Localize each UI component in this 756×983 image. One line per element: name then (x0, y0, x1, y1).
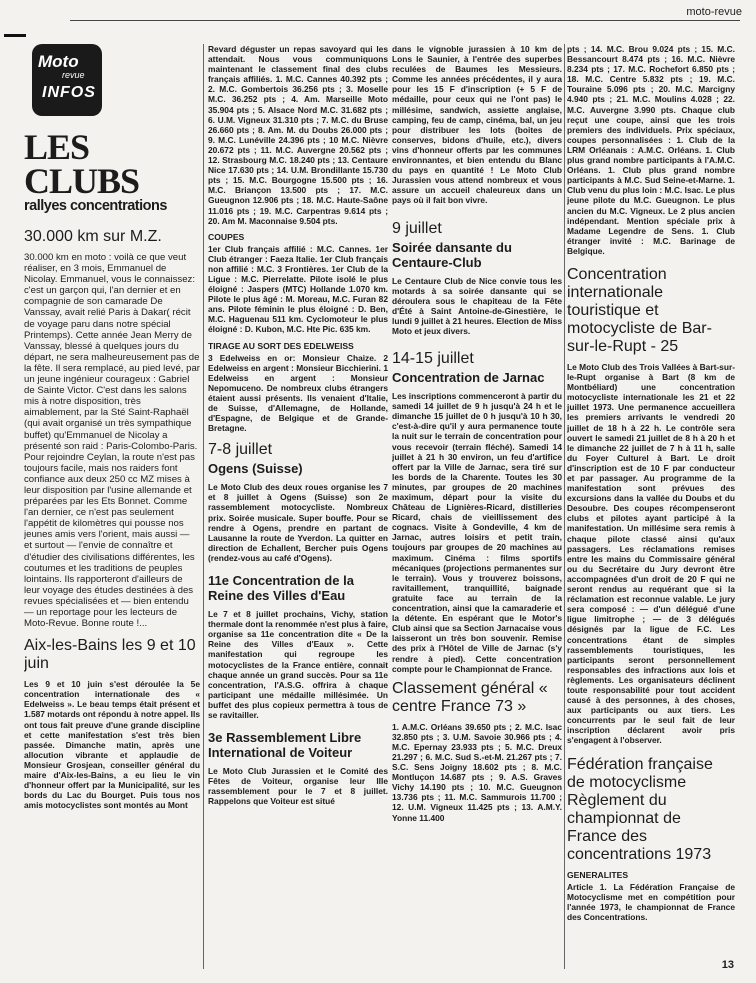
article-date: 7-8 juillet (208, 441, 273, 459)
logo-text-moto: Moto (38, 52, 79, 71)
logo-text-revue: revue (62, 70, 85, 80)
article-body: Article 1. La Fédération Française de Motocyclisme met en compétition pour l'année 1973, le championnat de France des Concentrations. (567, 881, 735, 922)
article-body: dans le vignoble jurassien à 10 km de Lons le Saunier, à l'entrée des superbes reculées de Baumes les Messieurs. Comme les années précédentes, il y aura pour les 15 F d'inscription (+ 5 F de médaille, pour ceux qui ne l'ont pas) le millésime, sandwich, assiette anglaise, camping, feu de camp, cinéma, bal, un jeu pour distribuer les lots (boites de conserves, bidons d'huile, etc.), divers vins d'honneur offerts par les communes environnantes, et bien entendu du Blanc du pays en quantité ! Le Moto Club Jurassien vous attend nombreux et vous assure un accueil chaleureux dans un pays où il fait bon vivre. (392, 44, 562, 206)
article-body: Les inscriptions commenceront à partir du samedi 14 juillet de 9 h jusqu'à 24 h et le dimanche 15 juillet de 0 h jusqu'à 10 h 30, c'est-à-dire qu'il y aura permanence toute la nuit sur le terrain de concentration pour vous recevoir (terrain fléché). Samedi 14 juillet à 21 h 30 environ, un feu d'artifice offert par la Ville de Jarnac, sera tiré sur les bords de la Charente. Toutes les 30 minutes, par groupes de 20 machines maximum, départ pour la visite du Château de Lignières-Ricard, distilleries Ricard, chais de vieillissement des cognacs. Visite à Gondeville, 4 km de Jarnac, autres loisirs et petit train, toujours par groupes de 20 machines au maximum. Cinéma : films sportifs mécaniques (projections permanentes sur le terrain). Vous y trouverez boissons, ravitaillement, tranquillité, baignade gratuite face au terrain de la concentration, ainsi que la camaraderie et la détente. En espérant que le Motor's Club ainsi que sa Section Jarnacaise vous laisseront un très bon souvenir. Remise des prix à l'Hôtel de Ville de Jarnac (s'y rendre à pied). Cette concentration compte pour le Championnat de France. (392, 391, 562, 674)
article-title: Classement général « centre France 73 » (392, 679, 548, 715)
article-title: Aix-les-Bains les 9 et 10 juin (24, 637, 196, 673)
subhead: TIRAGE AU SORT DES EDELWEISS (208, 340, 354, 351)
article-body: 1er Club français affilié : M.C. Cannes. 1er Club étranger : Faeza Italie. 1er Club français non affilié : M.C. 3 Frontières. 1er Club de la Ligue : M.C. Pierrelatte. Pilote isolé le plus éloigné : Jaspers (MTC) Hollande 1.070 km. Pilote le plus âgé : M. Moreau, M.C. Furan 82 ans. Pilote féminin le plus éloigné : D. Ben, M.C. Haguenau 511 km. Cyclomoteur le plus éloigné : D. Kubon, M.C. Hte Pic. 635 km. (208, 243, 388, 335)
article-date: 9 juillet (392, 219, 442, 237)
column-4 (567, 44, 735, 972)
article-title: 30.000 km sur M.Z. (24, 228, 162, 245)
column-divider (203, 44, 204, 969)
column-2 (208, 44, 388, 972)
article-body: Le Centaure Club de Nice convie tous les motards à sa soirée dansante qui se déroulera sous le chapiteau de la Fête d'Été à Saint Antoine-de-Ginestière, le lundi 9 juillet à 21 heures. Election de Miss Moto et jeux divers. (392, 275, 562, 336)
article-date: 14-15 juillet (392, 350, 474, 368)
article-body: Le Moto Club des deux roues organise les 7 et 8 juillet à Ogens (Suisse) son 2e rassemblement motocycliste. Nombreux prix. Soirée musicale. Super bouffe. Pour se rendre à Ogens, prendre en partant de Lausanne la route de Yverdon. La quitter en direction de Echallent, Bercher puis Ogens (rendez-vous au café d'Ogens). (208, 482, 388, 563)
article-title: Concentration internationale touristique et motocycliste de Bar-sur-le-Rupt - 25 (567, 265, 712, 355)
article-body: Les 9 et 10 juin s'est déroulée la 5e concentration internationale des « Edelweiss ». Le beau temps était présent et 1.587 motards ont répondu à notre appel. Ils ont tous fait preuve d'une grande discipline et cette manifestation s'est très bien passée. Dimanche matin, après une allocution vibrante et applaudie de Monsieur Grosjean, conseiller général du maire d'Aix-les-Bains, a eu lieu le vin d'honneur offert par la Municipalité, sur les bords du Lac du Bourget. Puis tous nos amis motocyclistes sont montés au Mont (24, 679, 200, 811)
page-header (0, 0, 756, 30)
article-title: Ogens (Suisse) (208, 461, 303, 477)
section-subtitle: rallyes concentrations (24, 198, 167, 214)
article-body: Le Moto Club des Trois Vallées à Bart-sur-le-Rupt organise à Bart (8 km de Montbéliard) une concentration motocycliste internationale les 21 et 22 juillet 1973. Une permanence accueillera les premiers arrivants le vendredi 20 juillet de 18 h à 22 h. Le contrôle sera ouvert le samedi 21 juillet de 8 h à 20 h et le dimanche 22 juillet de 7 h à 11 h, salle du Foyer Culturel à Bart. Le droit d'inscription est de 10 F par conducteur et par passager. Au programme de la manifestation sont prévues des excursions dans la vallée du Doubs et du Desoubre. Des coupes récompenseront clubs et pilotes ayant participé à la manifestation. Un millésime sera remis à chaque pilote classé ainsi qu'aux passagers. Les réclamations remises entre les mains du Commissaire général ou du Secrétaire du Jury devront être accompagnées d'un droit de 20 F qui ne seront rendus au requérant que si la réclamation est reconnue valable. Le jury sera composé : — d'un délégué d'une ligue limitrophe ; — de 3 délégués désignés par la ligue de F.C. Les concentrations étant de simples rassemblements touristiques, les participants seront personnellement responsables des infractions aux lois et règlements. Les organisateurs déclinent toute responsabilité pour tout accident causé à des personnes, à des choses, aux participants ou aux tiers. Les concurrents par le seul fait de leur inscription déclarent avoir pris s'engagent à l'observer. (567, 361, 735, 746)
article-title: Soirée dansante du Centaure-Club (392, 239, 512, 270)
article-body: 3 Edelweiss en or: Monsieur Chaize. 2 Edelweiss en argent : Monsieur Bicchierini. 1 Edelweiss en argent : Monsieur Nepomuceno. De nombreux clubs étrangers étaient aussi présents. Ils venaient d'Italie, de Suisse, d'Allemagne, de Hollande, d'Espagne, de Belgique et de Grande-Bretagne. (208, 352, 388, 434)
article-body: Le 7 et 8 juillet prochains, Vichy, station thermale dont la renommée n'est plus à faire, organise sa 11e concentration dite « De la Reine des Villes d'Eaux ». Cette manifestation qui regroupe les motocyclistes de la France entière, connait chaque année un grand succès. Pour sa 11e concentration, l'A.S.G. offrira à chaque participant une médaille millésimée. Un buffet des plus copieux permettra à tous de se ravitailler. (208, 609, 388, 720)
moto-revue-infos-logo (32, 44, 102, 116)
article-title: Concentration de Jarnac (392, 370, 545, 386)
corner-mark (4, 34, 26, 37)
column-divider (564, 44, 565, 969)
article-body: pts ; 14. M.C. Brou 9.024 pts ; 15. M.C. Bessancourt 8.474 pts ; 16. M.C. Nièvre 8.234 pts ; 17. M.C. Rochefort 6.850 pts ; 18. M.C. Centre 5.832 pts ; 19. M.C. Touraine 5.096 pts ; 20. M.C. Marcigny 4.940 pts ; 21. M.C. Moulins 4.028 ; 22. M.C. Auvergne 3.990 pts. Chaque club reçut une coupe, ainsi que les trois premiers des individuels. Prix spéciaux, coupes personnalisées : 1. Club de la LRM Orléanais : A.M.C. Orléans. 1. Club plus grand nombre participants à l'A.M.C. Orléans. 1. Club plus grand nombre participants à M.C. Sud Seine-et-Marne. 1. Club venu du plus loin : M.C. Isac. Le plus jeune pilote du M.C. Gueugnon. Le plus ancien du M.C. Vigneux. Le 2 plus ancien indépendant. Mention spéciale prix à Madame Legendre de Sens. 1. Club étranger invité : M.C. Barinage de Belgique. (567, 44, 735, 256)
section-title: LES CLUBS (24, 127, 140, 201)
article-title: 3e Rassemblement Libre International de Voiteur (208, 730, 362, 761)
magazine-name: moto-revue (686, 6, 742, 18)
article-body: Le Moto Club Jurassien et le Comité des Fêtes de Voiteur, organise leur IIIe rassemblement pour le 7 et 8 juillet. Rappelons que Voiteur est situé (208, 766, 388, 807)
article-body: 1. A.M.C. Orléans 39.650 pts ; 2. M.C. Isac 32.850 pts ; 3. U.M. Savoie 30.966 pts ; 4. M.C. Epernay 23.933 pts ; 5. M.C. Dreux 21.297 ; 6. M.C. Sud S.-et-M. 21.267 pts ; 7. S.C. Sens Joigny 18.602 pts ; 8. M.C. Montluçon 14.687 pts ; 9. A.S. Graves Vichy 14.190 pts ; 10. M.C. Gueugnon 13.736 pts ; 11. M.C. Sammurois 11.700 ; 12. U.M. Vigneux 11.425 pts ; 13. A.M.Y. Yonne 11.400 (392, 721, 562, 823)
article-title: Fédération française de motocyclisme Règlement du championnat de France des concentrations 1973 (567, 755, 713, 863)
column-1 (24, 44, 200, 972)
subhead: GENERALITES (567, 869, 629, 880)
article-title: 11e Concentration de la Reine des Villes d'Eau (208, 573, 354, 604)
subhead: COUPES (208, 231, 245, 242)
page-number: 13 (721, 959, 734, 971)
logo-text-infos: INFOS (42, 84, 96, 101)
article-body: 30.000 km en moto : voilà ce que veut réaliser, en 3 mois, Emmanuel de Nicolay. Emmanuel, vous le connaissez: c'est un garçon qui, l'an dernier et en compagnie de son camarade De Vanssay, avait relié Paris à Dakar( récit de voyage paru dans notre spécial Printemps). Cette année Jean Merry de Vanssay, blessé à quelques jours du départ, ne sera malheureusement pas de la fête. Il sera remplacé, au pied levé, par un jeune ingénieur courageux : Gabriel de Sainte Victor. C'est dans les salons mis à notre disposition, très aimablement, par la Sté Saint-Raphaël (qui avait organisé un très sympathique buffet) qu'Emmanuel de Nicolay a présenté son raid : Paris-Colombo-Paris. Pour rejoindre Ceylan, la route n'est pas toujours facile, mais nos raiders font confiance aux deux 250 cc MZ mises à leur disposition par l'usine allemande et préparées par les Ets Bonnet. Comme l'an dernier, ce n'est pas seulement l'appétit de kilomètres qui pousse nos jeunes amis vers l'orient, mais aussi — et surtout — l'envie de connaître et d'étudier des civilisations différentes, les coutumes et les traditions de peuples lointains. Ils rapporteront d'ailleurs de leur voyage des études destinées à des revues spécialisées et — bien entendu — un reportage pour les lecteurs de Moto-Revue. Bonne route !... (24, 252, 200, 630)
article-body: Revard déguster un repas savoyard qui les attendait. Nous vous communiquons maintenant le classement final des clubs français affiliés. 1. M.C. Cannes 40.392 pts ; 2. M.C. Gombertois 36.256 pts ; 3. Moselle M.C. 36.252 pts ; 4. Am. Marseille Moto 35.904 pts ; 5. Alsace Nord M.C. 31.682 pts ; 6. U.M. Vigneux 31.310 pts ; 7. M.C. du Bruse 26.660 pts ; 8. Am. M. du Doubs 26.000 pts ; 9. M.C. Lunéville 24.396 pts ; 10 M.C. Nièvre 20.672 pts ; 11. M.C. Auvergne 20.562 pts ; 12. Strasbourg M.C. 18.240 pts ; 13. Centaure Nice 17.630 pts ; 14. U.M. Brondillante 15.730 pts ; 15. M.C. Bourgogne 15.500 pts ; 16. M.C. Briançon 13.500 pts ; 17. M.C. Gueugnon 12.906 pts ; 18. M.C. Haute-Saône 11.016 pts ; 19. M.C. Carpentras 9.614 pts ; 20. Am M. Maconnaise 9.504 pts. (208, 44, 388, 226)
header-rule (70, 20, 740, 21)
column-3 (392, 44, 562, 972)
